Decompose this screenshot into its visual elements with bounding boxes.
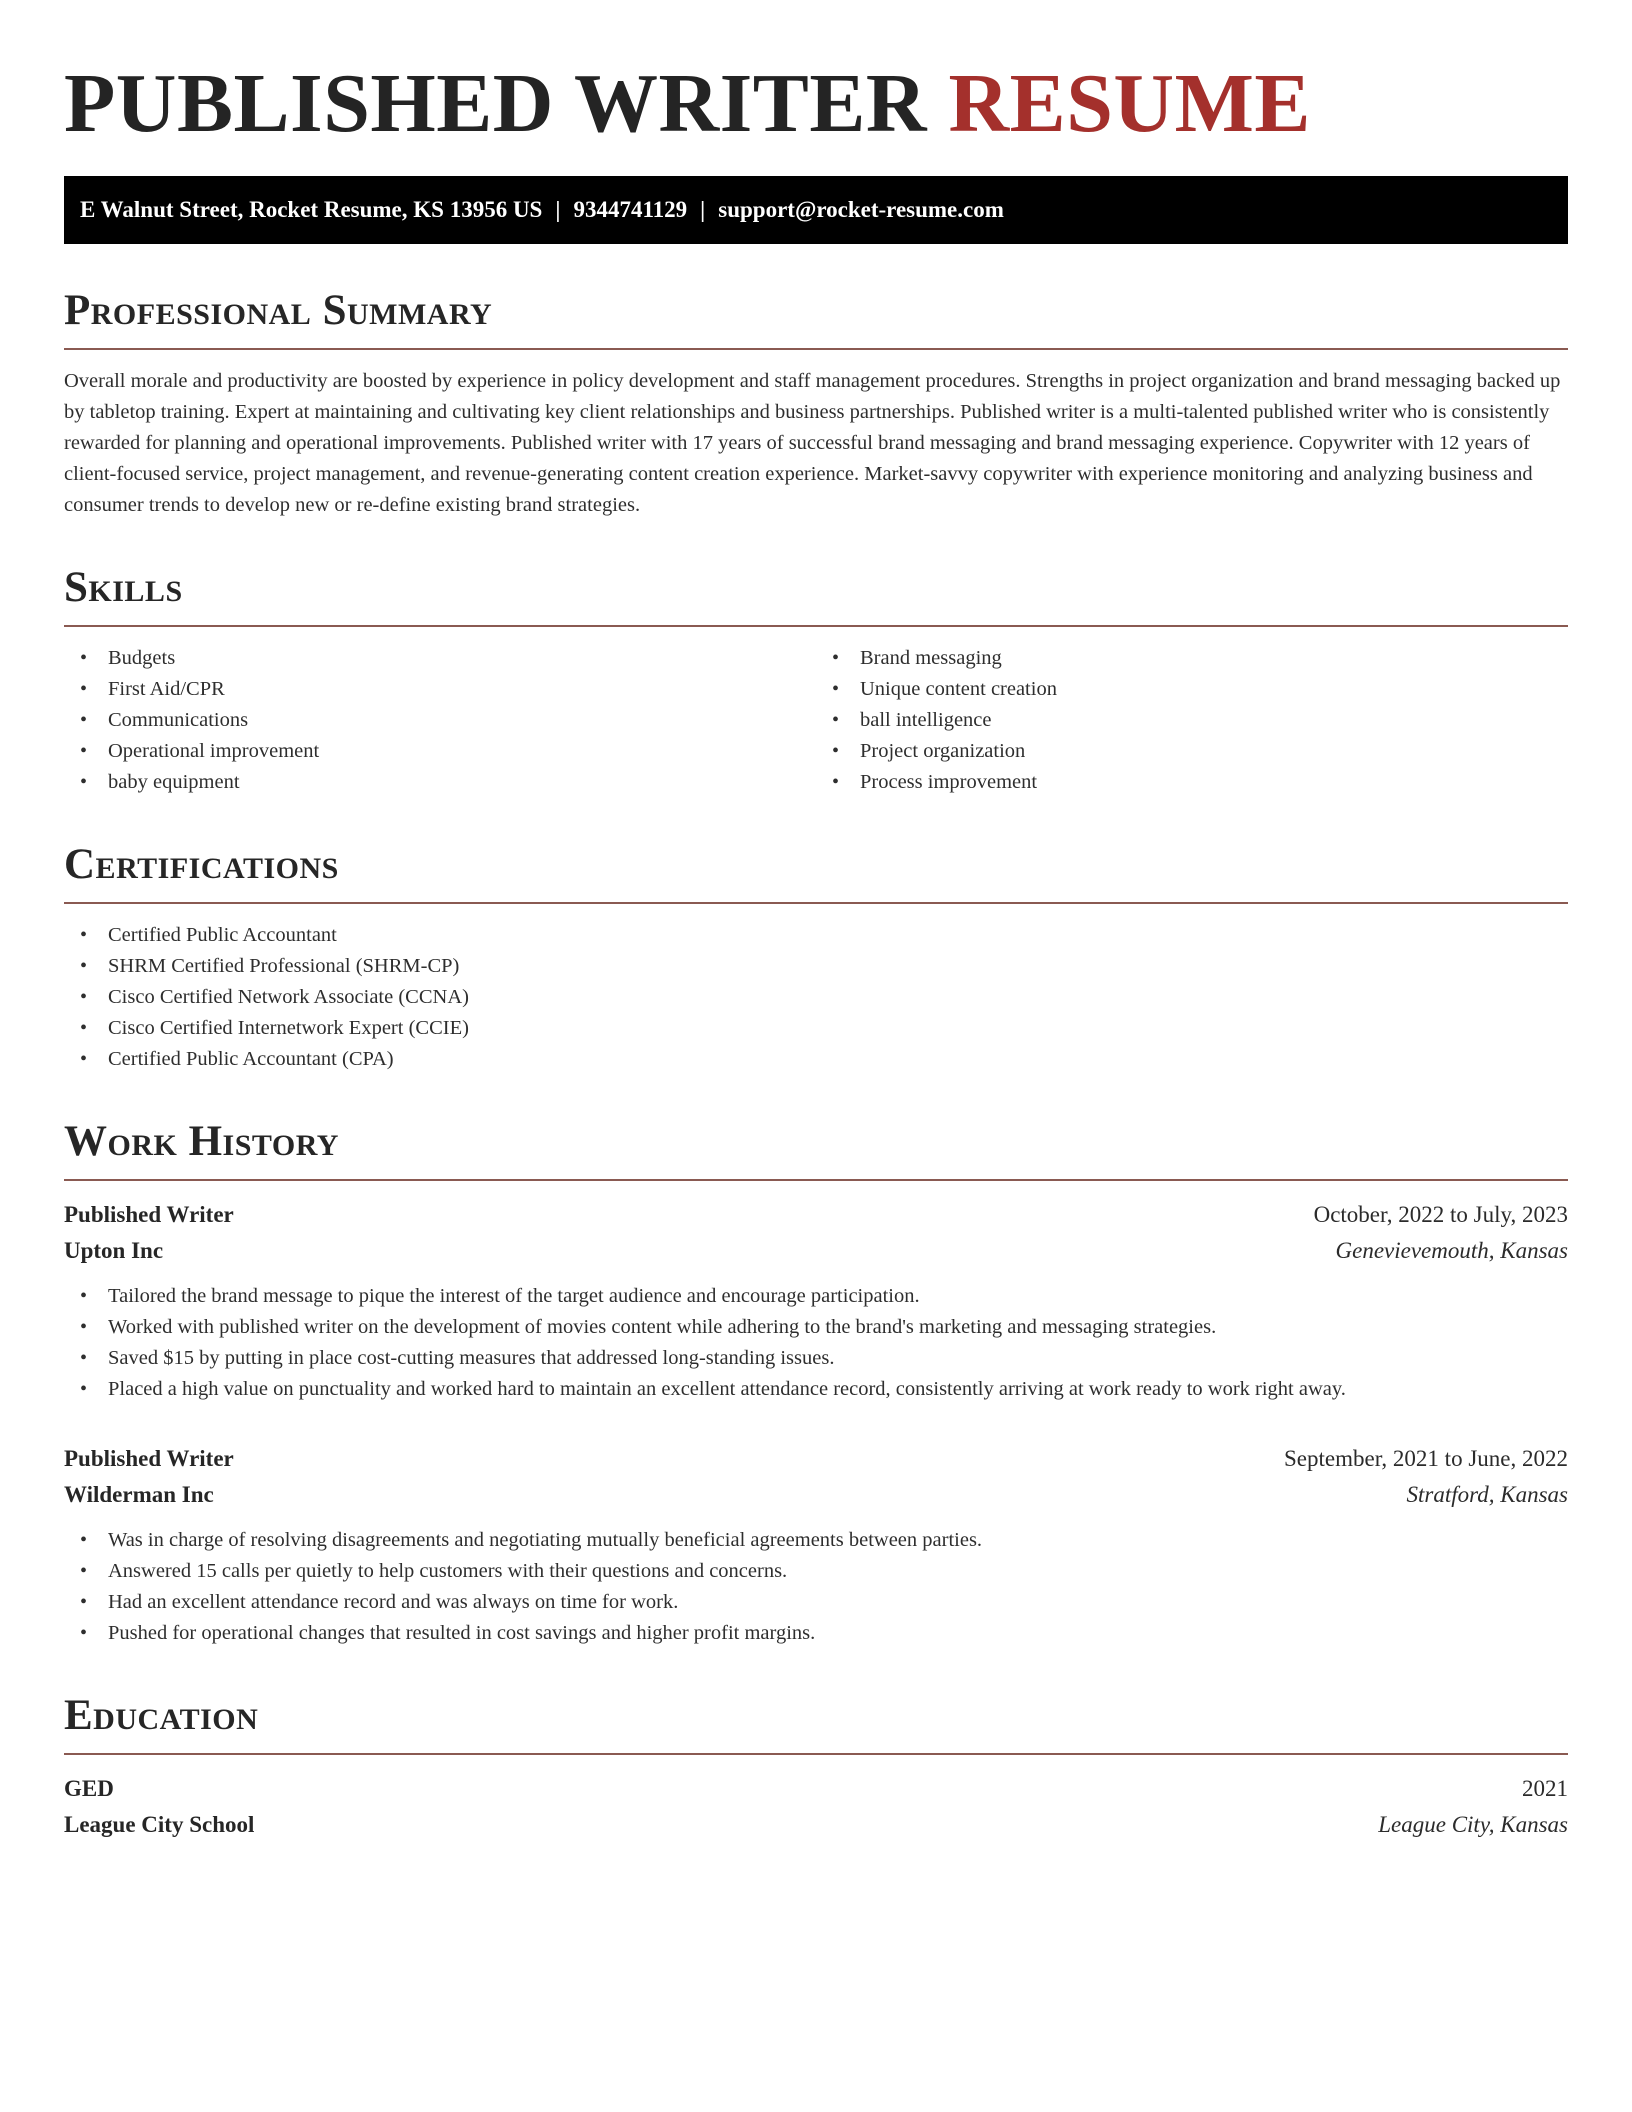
skill-item: • Budgets — [64, 643, 816, 674]
contact-separator: | — [555, 197, 561, 222]
certifications-list — [64, 920, 1568, 1075]
section-heading: Work History — [64, 1118, 339, 1165]
title-main: PUBLISHED WRITER — [64, 57, 928, 150]
skills-section — [64, 565, 1568, 798]
job-bullet: • Had an excellent attendance record and was always on time for work. — [64, 1587, 1568, 1618]
job-bullets — [64, 1281, 1568, 1405]
education-year: 2021 — [1522, 1776, 1568, 1801]
skill-item: • baby equipment — [64, 767, 816, 798]
skill-item: • Operational improvement — [64, 736, 816, 767]
job-title-row — [64, 1197, 1568, 1233]
skill-item: • First Aid/CPR — [64, 674, 816, 705]
education-school-row — [64, 1807, 1568, 1843]
section-heading: Professional Summary — [64, 287, 493, 334]
job-dates: October, 2022 to July, 2023 — [1313, 1202, 1568, 1227]
job-bullet: • Saved $15 by putting in place cost-cutting measures that addressed long-standing issues. — [64, 1343, 1568, 1374]
title-accent: RESUME — [948, 57, 1311, 150]
job-company: Wilderman Inc — [64, 1482, 214, 1507]
contact-phone: 9344741129 — [573, 197, 688, 222]
skills-list-right — [816, 643, 1568, 798]
certification-item: • Cisco Certified Internetwork Expert (CCIE) — [64, 1013, 1568, 1044]
section-heading: Education — [64, 1692, 259, 1739]
section-divider — [64, 348, 1568, 350]
skill-item: • ball intelligence — [816, 705, 1568, 736]
job-bullet: • Worked with published writer on the development of movies content while adhering to the brand's marketing and messaging strategies. — [64, 1312, 1568, 1343]
certification-item: • Cisco Certified Network Associate (CCNA) — [64, 982, 1568, 1013]
job-entry — [64, 1441, 1568, 1649]
job-bullet: • Pushed for operational changes that resulted in cost savings and higher profit margins. — [64, 1618, 1568, 1649]
skill-item: • Brand messaging — [816, 643, 1568, 674]
skill-item: • Unique content creation — [816, 674, 1568, 705]
summary-text: Overall morale and productivity are boosted by experience in policy development and staff management procedures. Strengths in project organization and brand messaging backed up by tabletop training. Expert at maintaining and cultivating key client relationships and business partnerships. Published writer is a multi-talented published writer who is consistently rewarded for planning and operational improvements. Published writer with 17 years of successful brand messaging and brand messaging experience. Copywriter with 12 years of client-focused service, project management, and revenue-generating content creation experience. Market-savvy copywriter with experience monitoring and analyzing business and consumer trends to develop new or re-define existing brand strategies. — [64, 370, 1561, 516]
education-school: League City School — [64, 1812, 255, 1837]
section-divider — [64, 902, 1568, 904]
job-bullet: • Placed a high value on punctuality and worked hard to maintain an excellent attendance record, consistently arriving at work ready to work right away. — [64, 1374, 1568, 1405]
education-location: League City, Kansas — [1378, 1812, 1568, 1837]
contact-email: support@rocket-resume.com — [718, 197, 1004, 222]
skill-item: • Communications — [64, 705, 816, 736]
job-location: Genevievemouth, Kansas — [1335, 1238, 1568, 1263]
education-degree-row — [64, 1771, 1568, 1807]
section-divider — [64, 625, 1568, 627]
job-dates: September, 2021 to June, 2022 — [1284, 1446, 1568, 1471]
skills-grid — [64, 643, 1568, 798]
job-title-row — [64, 1441, 1568, 1477]
section-heading: Certifications — [64, 841, 339, 888]
job-bullets — [64, 1525, 1568, 1649]
section-heading: Skills — [64, 564, 183, 611]
work-history-section — [64, 1119, 1568, 1649]
contact-bar — [64, 176, 1568, 244]
contact-separator: | — [700, 197, 706, 222]
job-title: Published Writer — [64, 1202, 234, 1227]
skill-item: • Process improvement — [816, 767, 1568, 798]
section-divider — [64, 1753, 1568, 1755]
job-bullet: • Answered 15 calls per quietly to help customers with their questions and concerns. — [64, 1556, 1568, 1587]
education-section — [64, 1693, 1568, 1843]
contact-address: E Walnut Street, Rocket Resume, KS 13956 US — [80, 197, 543, 222]
job-bullet: • Tailored the brand message to pique the interest of the target audience and encourage participation. — [64, 1281, 1568, 1312]
job-entry — [64, 1197, 1568, 1405]
job-bullet: • Was in charge of resolving disagreements and negotiating mutually beneficial agreements between parties. — [64, 1525, 1568, 1556]
certification-item: • SHRM Certified Professional (SHRM-CP) — [64, 951, 1568, 982]
job-title: Published Writer — [64, 1446, 234, 1471]
education-degree: GED — [64, 1776, 114, 1801]
education-entry — [64, 1771, 1568, 1843]
professional-summary-section — [64, 288, 1568, 521]
resume-title — [64, 54, 1568, 154]
certification-item: • Certified Public Accountant (CPA) — [64, 1044, 1568, 1075]
certifications-section — [64, 842, 1568, 1075]
job-location: Stratford, Kansas — [1406, 1482, 1568, 1507]
job-company: Upton Inc — [64, 1238, 164, 1263]
certification-item: • Certified Public Accountant — [64, 920, 1568, 951]
section-divider — [64, 1179, 1568, 1181]
job-company-row — [64, 1233, 1568, 1269]
job-company-row — [64, 1477, 1568, 1513]
skill-item: • Project organization — [816, 736, 1568, 767]
skills-list-left — [64, 643, 816, 798]
